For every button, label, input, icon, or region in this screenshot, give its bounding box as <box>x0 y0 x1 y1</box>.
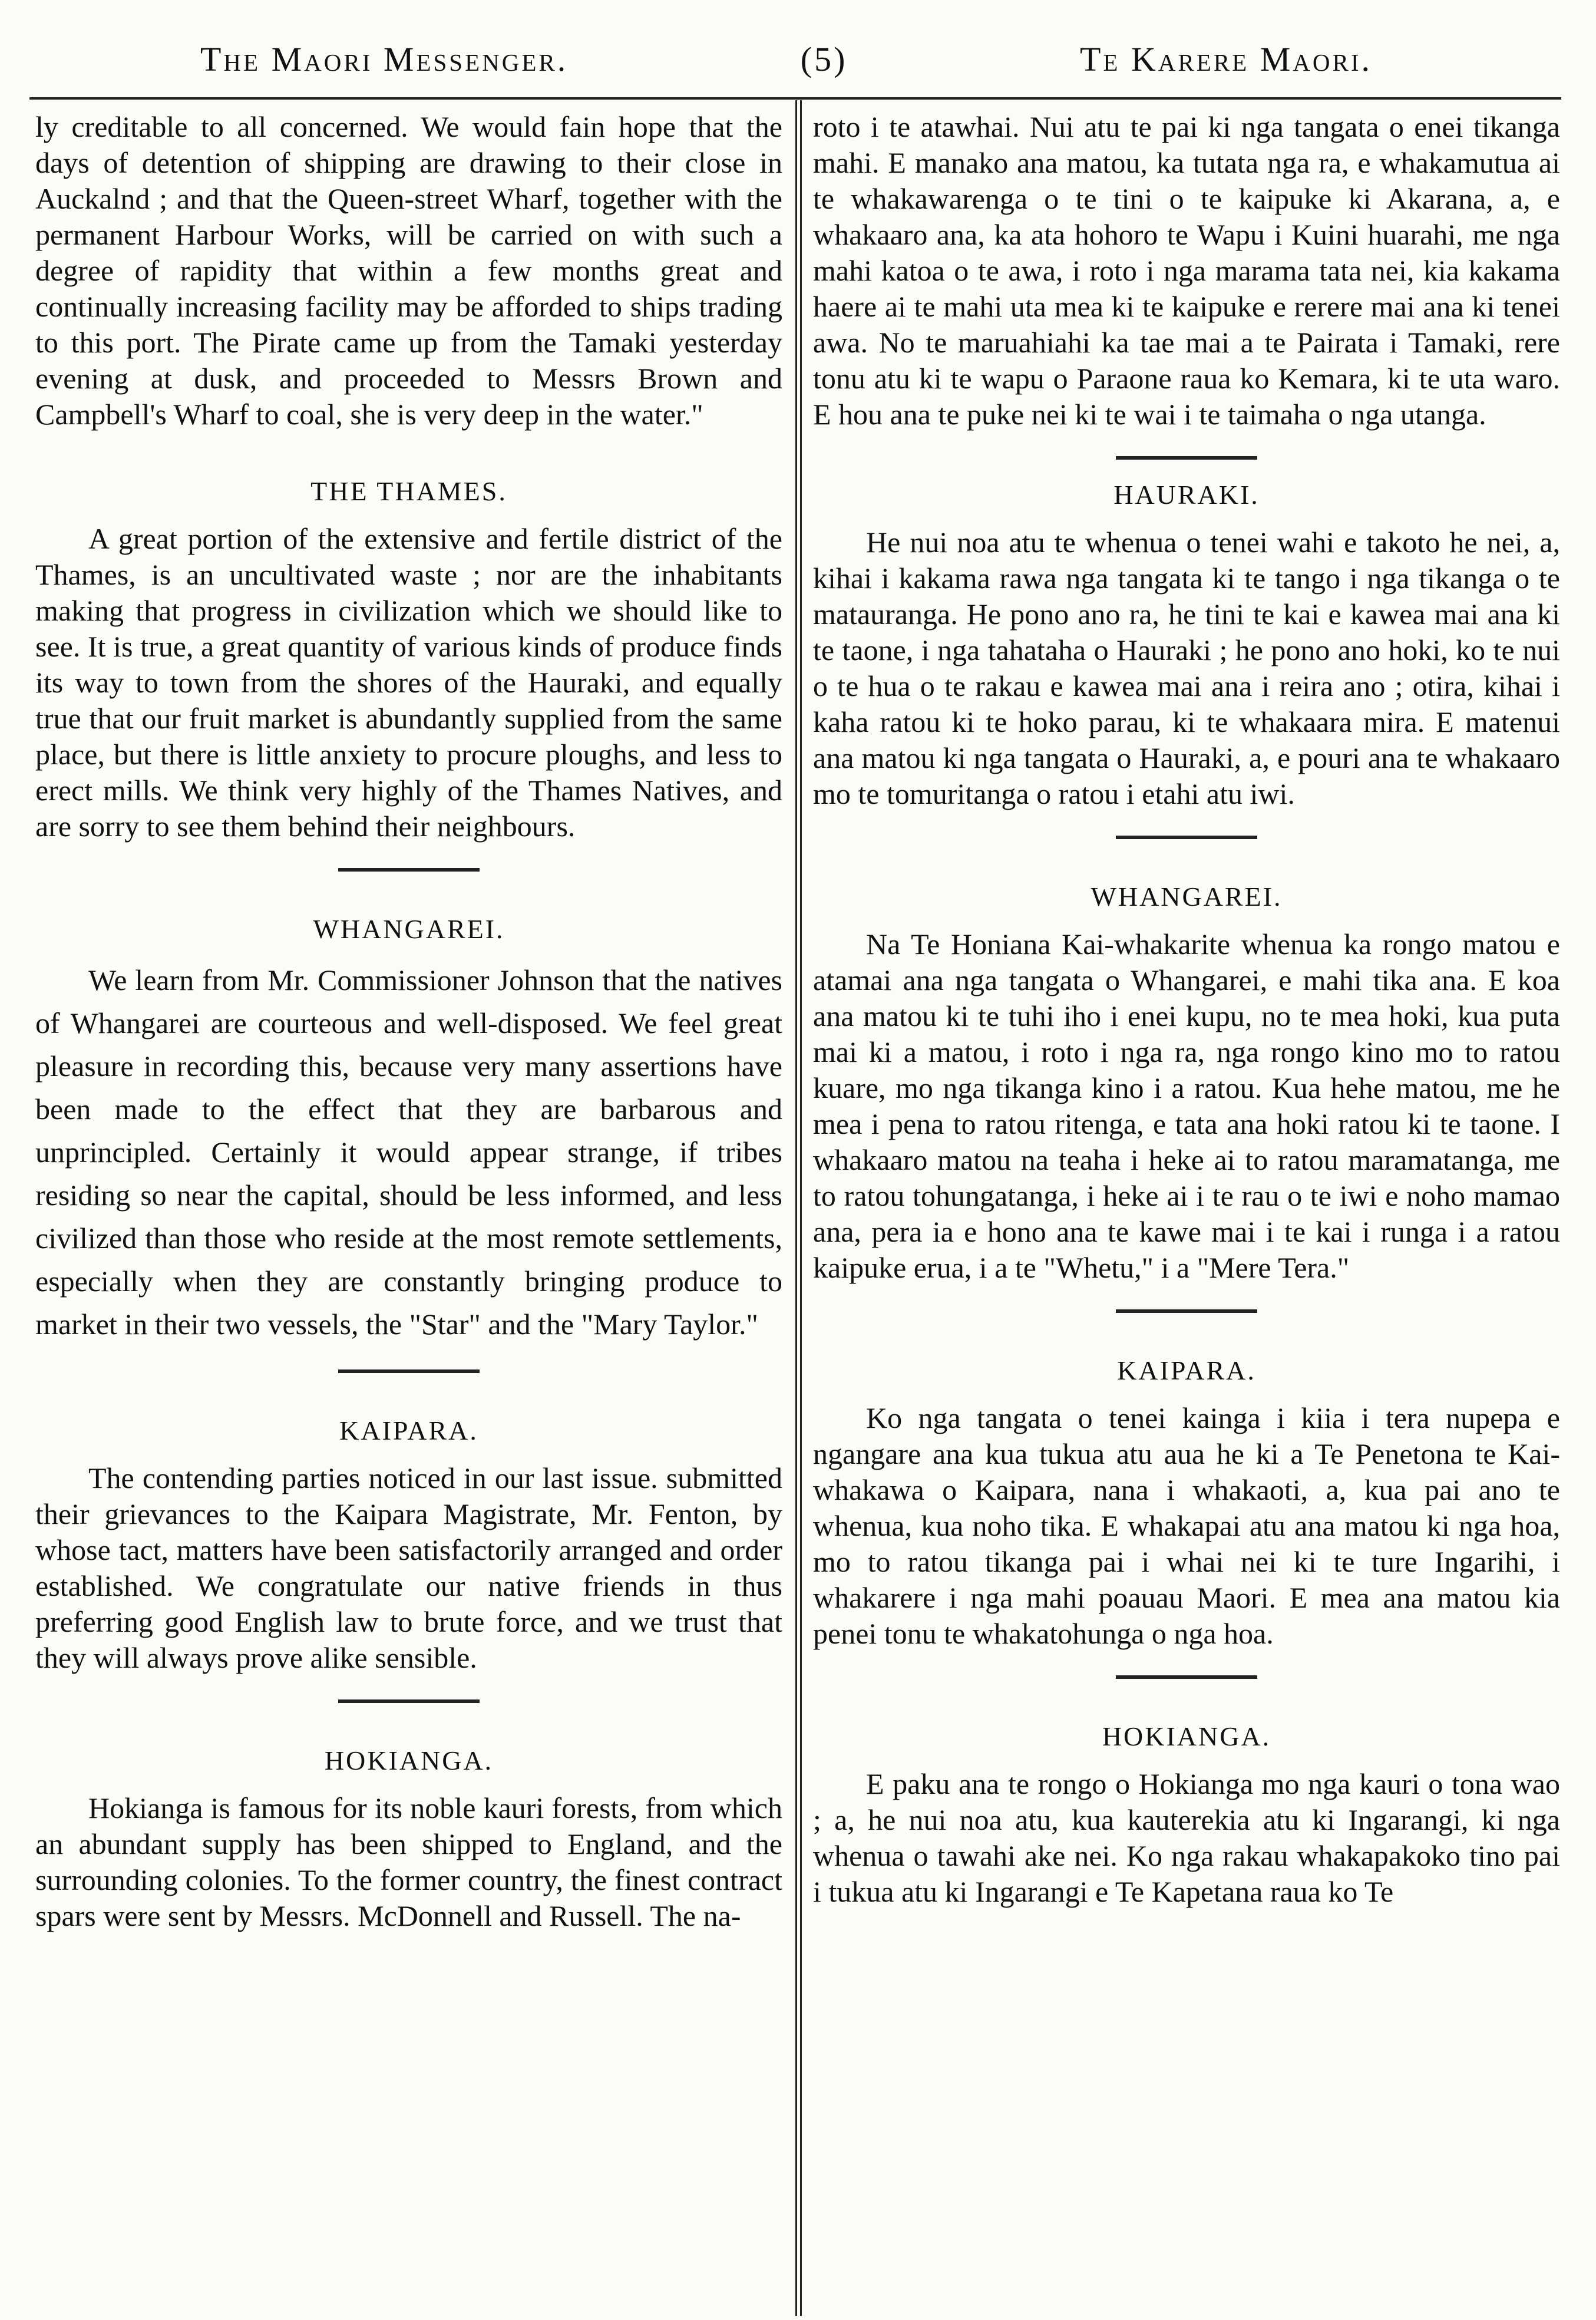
maori-section-title-hokianga: HOKIANGA. <box>1102 1721 1271 1751</box>
english-column <box>35 109 782 2313</box>
english-section-text-hokianga: Hokianga is famous for its noble kauri forests, from which an abundant supply has been shipped to England, and the surrounding colonies. To the former country, the finest contract spars were sent by Messrs. McDonnell and Russell. The na- <box>35 1791 782 1932</box>
section-divider-rule <box>338 1699 480 1703</box>
maori-section-text-kaipara: Ko nga tangata o tenei kainga i kiia i tera nupepa e ngangare ana kua tukua atu aua he ki a Te Penetona te Kai-whakawa o Kaipara, nana i whakaoti, a, kua pai ano te whenua, kua noho tika. E whakapai atu ana matou ki nga hoa, mo to ratou tikanga pai i whai nei ki te ture Ingarihi, i whakarere i nga mahi poauau Maori. E mea ana matou kia penei tonu te whakatohunga o nga hoa. <box>813 1401 1560 1650</box>
maori-section-title-whangarei: WHANGAREI. <box>1091 882 1283 912</box>
english-section-title-hokianga: HOKIANGA. <box>324 1745 494 1776</box>
maori-intro-text: roto i te atawhai. Nui atu te pai ki nga tangata o enei tikanga mahi. E manako ana matou, ka tutata nga ra, e whakamutua ai te whakawarenga o te tini o te kaipuke ki Akarana, a, e whakaaro ana, ka ata hohoro te Wapu i Kuini huarahi, me nga mahi katoa o te awa, i roto i nga marama tata nei, kia kakama haere ai te mahi uta mea ki te kaipuke e rerere mai ana ki tenei awa. No te maruahiahi ka tae mai a te Pairata i Tamaki, rere tonu atu ki te wapu o Paraone raua ko Kemara, ki te uta waro. E hou ana te puke nei ki te wai i te taimaha o nga utanga. <box>813 110 1560 431</box>
page-number: (5) <box>800 39 848 78</box>
section-divider-rule <box>338 868 480 872</box>
column-divider <box>795 100 802 2316</box>
section-divider-rule <box>1116 456 1257 460</box>
english-section-title-thames: THE THAMES. <box>310 476 507 506</box>
english-section-title-kaipara: KAIPARA. <box>339 1415 478 1446</box>
english-intro-text: ly creditable to all concerned. We would fain hope that the days of detention of shipping are drawing to their close in Auckalnd ; and that the Queen-street Wharf, together with the permanent Harbour Works, will be carried on with such a degree of rapidity that within a few months great and continually increasing facility may be afforded to ships trading to this port. The Pirate came up from the Tamaki yesterday evening at dusk, and proceeded to Messrs Brown and Campbell's Wharf to coal, she is very deep in the water." <box>35 110 782 431</box>
maori-section-title-kaipara: KAIPARA. <box>1117 1355 1256 1385</box>
running-head <box>47 35 1549 82</box>
maori-section-text-whangarei: Na Te Honiana Kai-whakarite whenua ka rongo matou e atamai ana nga tangata o Whangarei, e mahi tika ana. E koa ana matou ki te tuhi iho i enei kupu, no te mea hoki, kua puta mai ki a matou, i roto i nga ra, nga rongo kino mo to ratou kuare, mo nga tikanga kino i a ratou. Kua hehe matou, me he mea i pena to ratou ritenga, e tata ana hoki ratou ki te taone. I whakaaro matou na teaha i heke ai to ratou maramatanga, me to ratou tohungatanga, i heke ai i te rau o te iwi e noho mamao ana, pera ia e hono ana te kawe mai i te kai i runga i a ratou kaipuke erua, i a te "Whetu," i a "Mere Tera." <box>813 928 1560 1284</box>
header-english-title: The Maori Messenger. <box>200 39 569 78</box>
section-divider-rule <box>338 1369 480 1373</box>
header-maori-title: Te Karere Maori. <box>1079 39 1372 78</box>
header-rule <box>29 97 1561 100</box>
maori-section-text-hauraki: He nui noa atu te whenua o tenei wahi e takoto he nei, a, kihai i kakama rawa nga tangata ki te tango i nga tikanga o te matauranga. He pono ano ra, he tini te kai e kawea mai ana ki te taone, i nga tahataha o Hauraki ; he pono ano hoki, ko te nui o te hua o te rakau e kawea mai ana i reira ano ; otira, kihai i kaha ratou ki te hoko parau, ki te whakaara mira. E matenui ana matou ki nga tangata o Hauraki, a, e pouri ana te whakaaro mo te tomuritanga o ratou i etahi atu iwi. <box>813 526 1560 810</box>
english-section-text-whangarei: We learn from Mr. Commissioner Johnson that the natives of Whangarei are courteous and well-disposed. We feel great pleasure in recording this, because very many assertions have been made to the effect that they are barbarous and unprincipled. Certainly it would appear strange, if tribes residing so near the capital, should be less informed, and less civilized than those who reside at the most remote settlements, especially when they are constantly bringing produce to market in their two vessels, the "Star" and the "Mary Taylor." <box>35 963 782 1341</box>
english-section-text-kaipara: The contending parties noticed in our last issue. submitted their grievances to the Kaipara Magistrate, Mr. Fenton, by whose tact, matters have been satisfactorily arranged and order established. We congratulate our native friends in thus preferring good English law to brute force, and we trust that they will always prove alike sensible. <box>35 1461 782 1674</box>
maori-section-title-hauraki: HAURAKI. <box>1113 480 1260 510</box>
english-section-title-whangarei: WHANGAREI. <box>313 914 505 944</box>
section-divider-rule <box>1116 1309 1257 1313</box>
section-divider-rule <box>1116 1675 1257 1679</box>
english-section-text-thames: A great portion of the extensive and fertile district of the Thames, is an uncultivated waste ; nor are the inhabitants making that progress in civilization which we should like to see. It is true, a great quantity of various kinds of produce finds its way to town from the shores of the Hauraki, and equally true that our fruit market is abundantly supplied from the same place, but there is little anxiety to procure ploughs, and less to erect mills. We think very highly of the Thames Natives, and are sorry to see them behind their neighbours. <box>35 522 782 843</box>
maori-section-text-hokianga: E paku ana te rongo o Hokianga mo nga kauri o tona wao ; a, he nui noa atu, kua kauterekia atu ki Ingarangi, ki nga whenua o tawahi ake nei. Ko nga rakau whakapakoko tino pai i tukua atu ki Ingarangi e Te Kapetana raua ko Te <box>813 1767 1560 1908</box>
maori-column <box>813 109 1560 2313</box>
section-divider-rule <box>1116 836 1257 839</box>
